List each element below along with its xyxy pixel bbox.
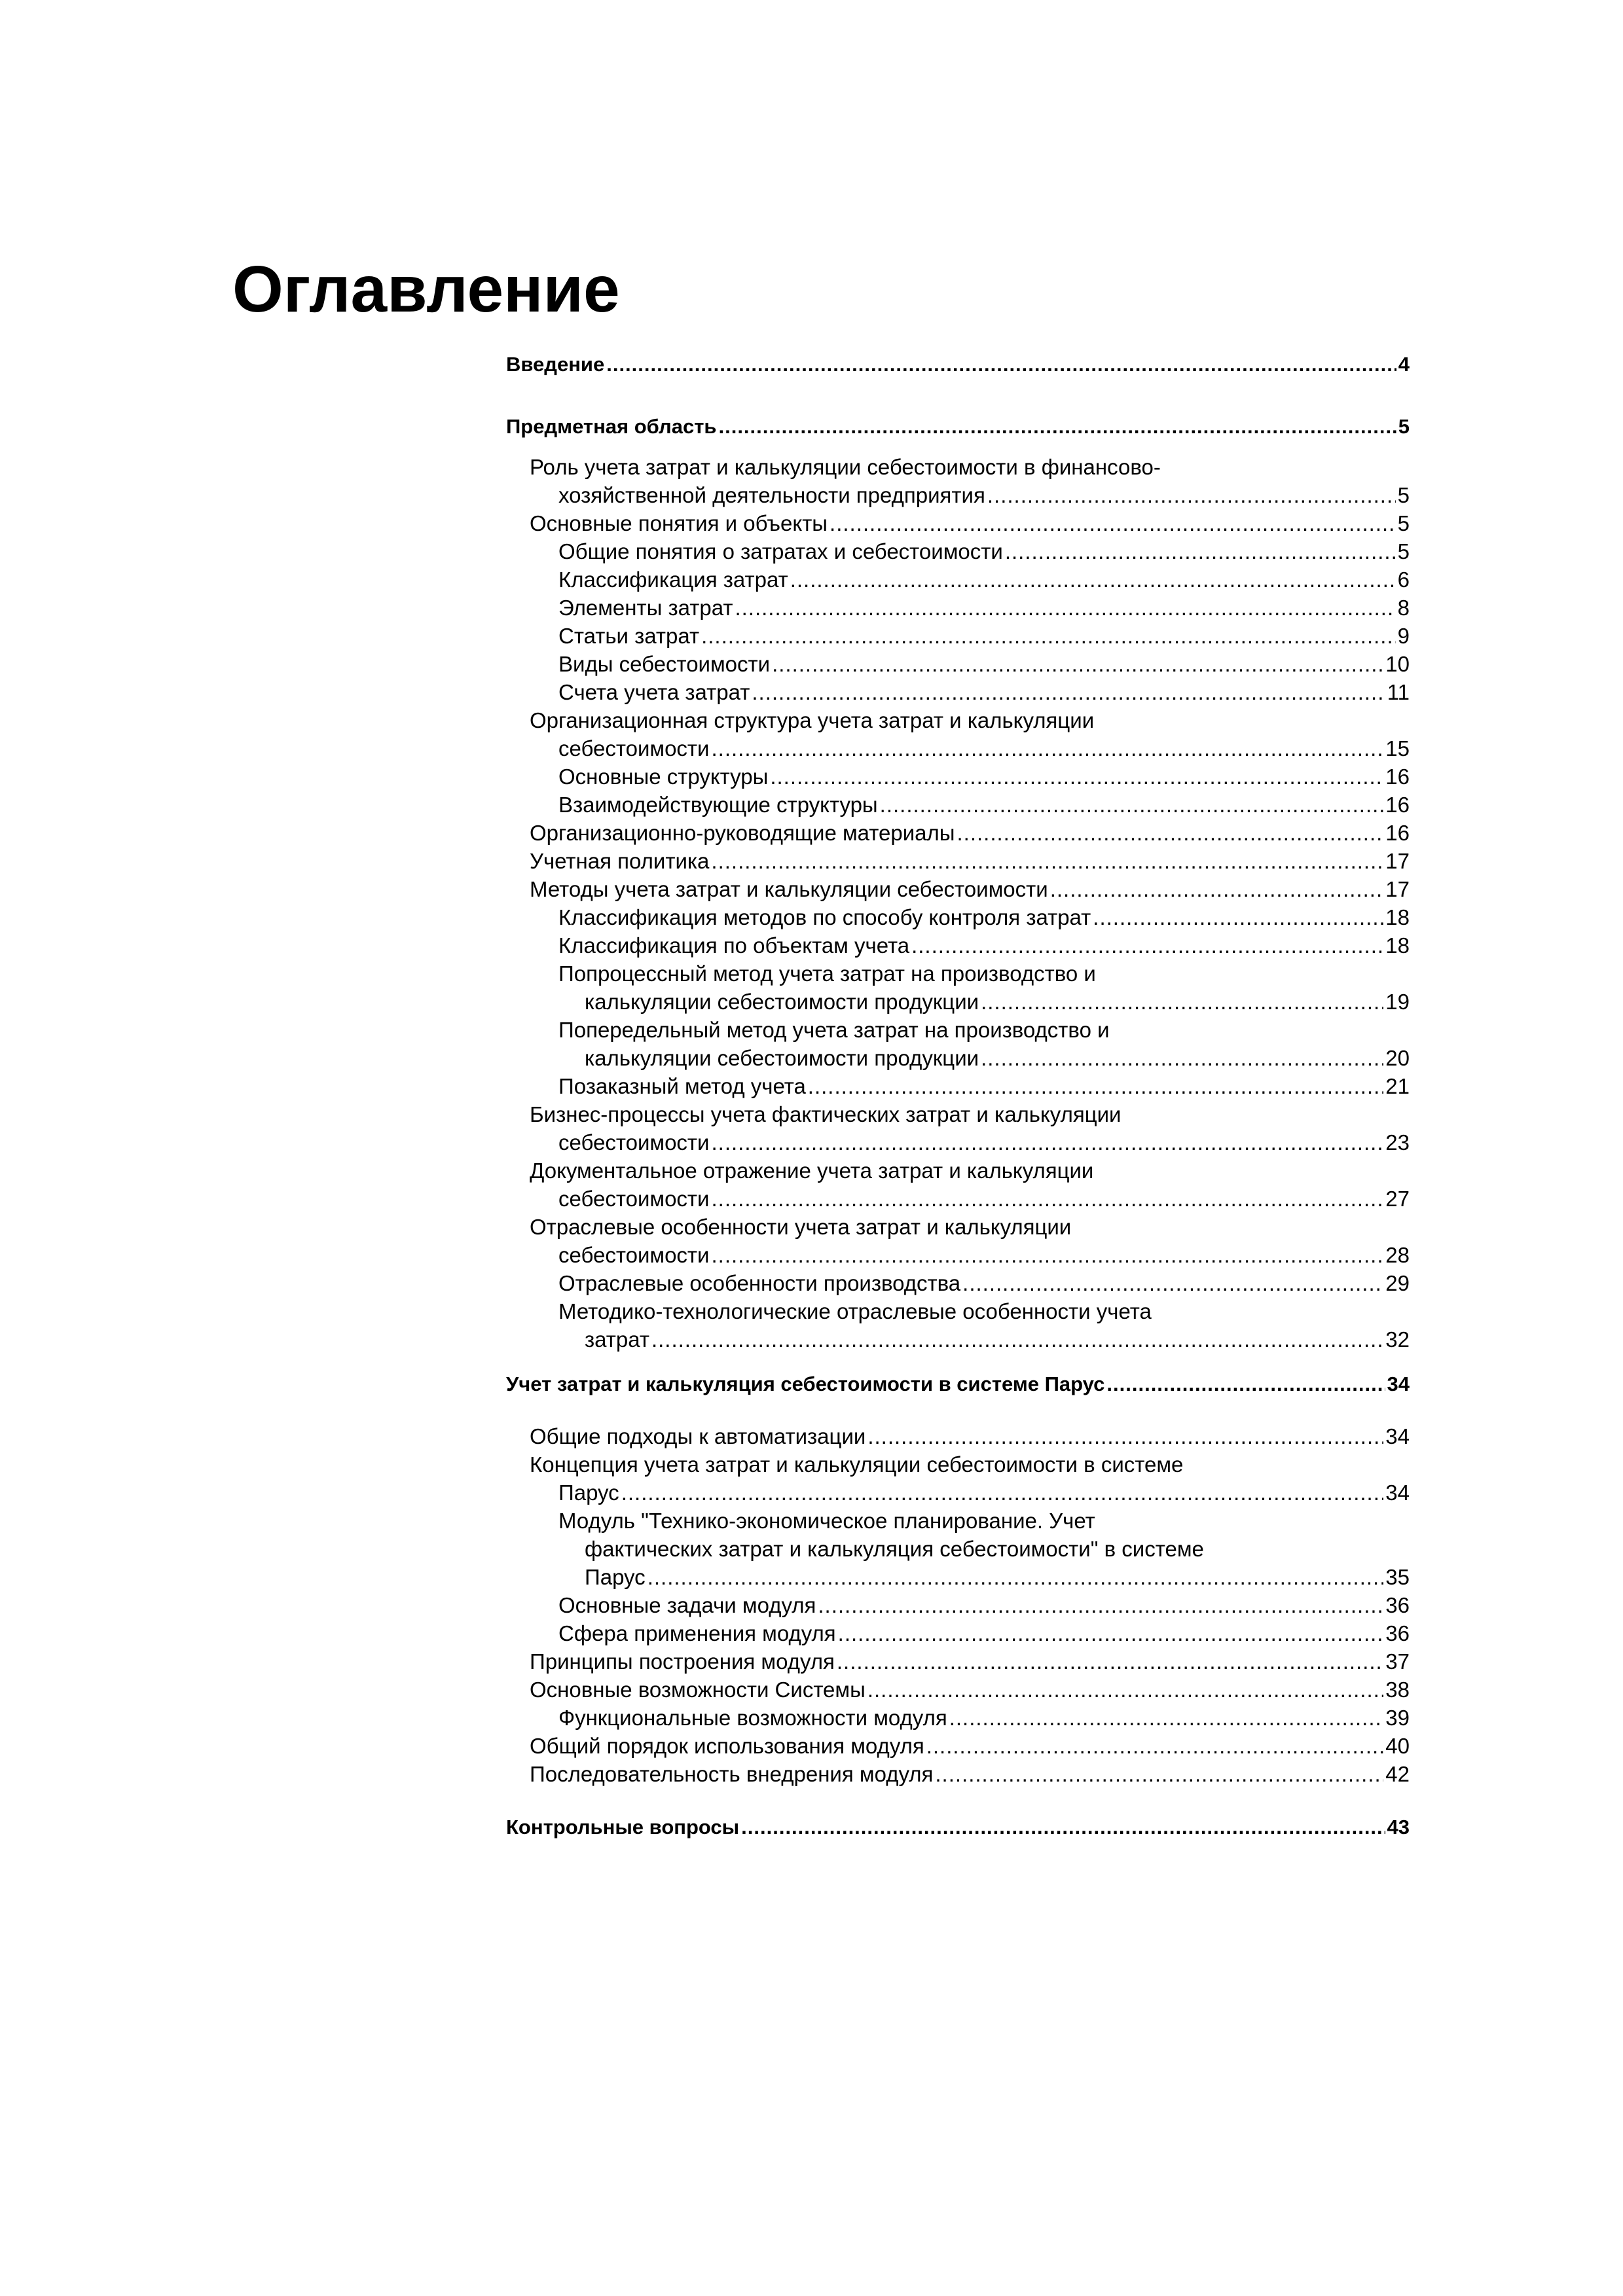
toc-dot-leader	[1005, 537, 1396, 565]
toc-entry[interactable]	[530, 1647, 1410, 1676]
toc-entry-text: Концепция учета затрат и калькуляции себестоимости в системе	[530, 1452, 1184, 1477]
toc-entry[interactable]	[558, 1704, 1410, 1732]
toc-dot-leader	[981, 988, 1383, 1016]
toc-dot-leader	[949, 1704, 1384, 1732]
toc-entry-line	[558, 960, 1410, 988]
toc-entry-line	[530, 481, 1410, 509]
toc-page-number: 34	[1385, 1424, 1410, 1448]
toc-entry-text: фактических затрат и калькуляция себестоимости" в системе	[585, 1537, 1204, 1561]
toc-entry-text: Попередельный метод учета затрат на производство и	[558, 1018, 1110, 1042]
toc-entry-text: Парус	[558, 1480, 619, 1505]
toc-dot-leader	[1106, 1370, 1385, 1398]
toc-dot-leader	[1050, 875, 1384, 903]
toc-dot-leader	[818, 1591, 1383, 1619]
toc-entry-line	[530, 819, 1410, 847]
toc-entry[interactable]	[558, 791, 1410, 819]
toc-entry[interactable]	[530, 1732, 1410, 1760]
toc-dot-leader	[711, 1241, 1383, 1269]
toc-dot-leader	[790, 565, 1396, 594]
toc-entry[interactable]	[558, 960, 1410, 1016]
toc-dot-leader	[711, 1185, 1383, 1213]
toc-entry-text: Организационная структура учета затрат и калькуляции	[530, 708, 1095, 732]
toc-entry-text: Документальное отражение учета затрат и калькуляции	[530, 1158, 1094, 1183]
toc-dot-leader	[962, 1269, 1383, 1297]
toc-entry-line	[530, 453, 1410, 481]
toc-entry-line	[558, 1044, 1410, 1072]
toc-entry-text: себестоимости	[558, 1243, 710, 1267]
toc-entry[interactable]	[530, 1213, 1410, 1269]
toc-entry-line	[530, 847, 1410, 875]
toc-entry-line	[558, 1269, 1410, 1297]
toc-entry-text: Классификация методов по способу контроля затрат	[558, 905, 1091, 929]
toc-entry-text: себестоимости	[558, 1187, 710, 1211]
toc-entry-text: Классификация затрат	[558, 567, 788, 592]
toc-entry-line	[530, 1760, 1410, 1788]
toc-entry-line	[530, 734, 1410, 762]
toc-dot-leader	[935, 1760, 1383, 1788]
toc-entry-text: Общие понятия о затратах и себестоимости	[558, 539, 1003, 564]
toc-entry-text: Учетная политика	[530, 849, 710, 873]
toc-entry-text: Основные задачи модуля	[558, 1593, 816, 1617]
toc-entry[interactable]	[506, 1370, 1410, 1398]
toc-entry-text: Функциональные возможности модуля	[558, 1706, 947, 1730]
toc-page-number: 17	[1385, 877, 1410, 901]
toc-entry[interactable]	[558, 650, 1410, 678]
toc-entry-line	[558, 650, 1410, 678]
toc-entry-text: Основные возможности Системы	[530, 1677, 866, 1702]
toc-entry[interactable]	[558, 1591, 1410, 1619]
toc-entry-text: Введение	[506, 353, 605, 376]
toc-page-number: 35	[1385, 1565, 1410, 1589]
toc-dot-leader	[606, 350, 1396, 378]
toc-page-number: 32	[1385, 1327, 1410, 1352]
toc-dot-leader	[957, 819, 1384, 847]
toc-entry-text: затрат	[585, 1327, 649, 1352]
toc-page-number: 38	[1385, 1677, 1410, 1702]
toc-entry-text: Общий порядок использования модуля	[530, 1734, 924, 1758]
toc-page-number: 18	[1385, 905, 1410, 929]
toc-entry-line	[558, 565, 1410, 594]
toc-entry[interactable]	[530, 1450, 1410, 1507]
toc-dot-leader	[837, 1647, 1383, 1676]
toc-page-number: 18	[1385, 933, 1410, 958]
toc-entry-line	[558, 1297, 1410, 1325]
toc-entry-line	[558, 1704, 1410, 1732]
toc-entry-line	[530, 1128, 1410, 1157]
toc-page-number: 5	[1398, 415, 1410, 438]
toc-entry-line	[530, 1732, 1410, 1760]
toc-page-number: 39	[1385, 1706, 1410, 1730]
toc-entry[interactable]	[530, 1157, 1410, 1213]
toc-dot-leader	[711, 734, 1383, 762]
toc-entry-line	[506, 350, 1410, 378]
toc-dot-leader	[718, 412, 1396, 440]
toc-page-number: 16	[1385, 764, 1410, 789]
toc-entry-text: Сфера применения модуля	[558, 1621, 836, 1645]
toc-entry-line	[530, 1100, 1410, 1128]
toc-entry-text: Классификация по объектам учета	[558, 933, 910, 958]
toc-entry[interactable]	[530, 706, 1410, 762]
toc-entry-text: Модуль "Технико-экономическое планирование. Учет	[558, 1509, 1095, 1533]
toc-page-number: 10	[1385, 652, 1410, 676]
toc-entry-line	[558, 678, 1410, 706]
toc-dot-leader	[770, 762, 1383, 791]
toc-entry-line	[530, 1241, 1410, 1269]
toc-entry-text: калькуляции себестоимости продукции	[585, 990, 979, 1014]
toc-page-number: 17	[1385, 849, 1410, 873]
toc-entry-line	[558, 1619, 1410, 1647]
toc-entry-line	[558, 931, 1410, 960]
toc-page-number: 37	[1385, 1649, 1410, 1674]
toc-entry-text: Методико-технологические отраслевые особенности учета	[558, 1299, 1152, 1323]
toc-entry-line	[530, 1676, 1410, 1704]
toc-entry[interactable]	[558, 1619, 1410, 1647]
toc-entry-line	[530, 1157, 1410, 1185]
toc-entry-text: Общие подходы к автоматизации	[530, 1424, 866, 1448]
toc-dot-leader	[880, 791, 1384, 819]
toc-entry-text: Статьи затрат	[558, 624, 700, 648]
toc-page-number: 5	[1397, 511, 1410, 535]
toc-entry[interactable]	[558, 565, 1410, 594]
toc-entry-text: Отраслевые особенности производства	[558, 1271, 961, 1295]
toc-entry-line	[506, 1813, 1410, 1841]
toc-page-number: 21	[1385, 1074, 1410, 1098]
toc-entry-line	[558, 537, 1410, 565]
toc-entry[interactable]	[530, 1760, 1410, 1788]
toc-page-number: 6	[1397, 567, 1410, 592]
toc-entry[interactable]	[558, 1297, 1410, 1354]
toc-entry-line	[558, 1591, 1410, 1619]
toc-dot-leader	[867, 1422, 1383, 1450]
toc-page-number: 4	[1398, 353, 1410, 376]
toc-entry-line	[506, 412, 1410, 440]
toc-entry-text: Методы учета затрат и калькуляции себестоимости	[530, 877, 1048, 901]
toc-entry[interactable]	[558, 762, 1410, 791]
toc-entry-line	[558, 1535, 1410, 1563]
toc-dot-leader	[711, 1128, 1383, 1157]
toc-page-number: 43	[1387, 1816, 1410, 1839]
toc-page-number: 19	[1385, 990, 1410, 1014]
toc-entry[interactable]	[558, 678, 1410, 706]
toc-dot-leader	[838, 1619, 1384, 1647]
toc-entry-line	[558, 1016, 1410, 1044]
toc-entry-text: Счета учета затрат	[558, 680, 750, 704]
toc-dot-leader	[926, 1732, 1384, 1760]
toc-entry-line	[558, 622, 1410, 650]
toc-entry-text: Виды себестоимости	[558, 652, 771, 676]
toc-dot-leader	[741, 1813, 1385, 1841]
toc-entry[interactable]	[530, 847, 1410, 875]
toc-page-number: 23	[1385, 1130, 1410, 1155]
toc-dot-leader	[830, 509, 1396, 537]
toc-entry-line	[530, 1213, 1410, 1241]
toc-entry-text: себестоимости	[558, 1130, 710, 1155]
toc-entry-line	[530, 509, 1410, 537]
toc-dot-leader	[647, 1563, 1384, 1591]
table-of-contents	[506, 0, 1410, 2296]
toc-entry-line	[558, 903, 1410, 931]
toc-page-number: 16	[1385, 821, 1410, 845]
toc-entry-text: Основные структуры	[558, 764, 769, 789]
toc-entry[interactable]	[558, 594, 1410, 622]
toc-dot-leader	[701, 622, 1396, 650]
toc-entry[interactable]	[558, 537, 1410, 565]
toc-entry-line	[558, 988, 1410, 1016]
toc-entry-line	[558, 762, 1410, 791]
toc-entry-text: Основные понятия и объекты	[530, 511, 828, 535]
toc-entry-line	[530, 1450, 1410, 1479]
toc-entry-text: Отраслевые особенности учета затрат и калькуляции	[530, 1215, 1072, 1239]
toc-page-number: 8	[1397, 596, 1410, 620]
toc-entry[interactable]	[558, 903, 1410, 931]
toc-entry-line	[558, 791, 1410, 819]
toc-entry-text: Позаказный метод учета	[558, 1074, 806, 1098]
toc-entry[interactable]	[530, 1676, 1410, 1704]
toc-entry-line	[558, 1325, 1410, 1354]
toc-entry[interactable]	[558, 1269, 1410, 1297]
toc-page-number: 11	[1387, 680, 1410, 704]
toc-entry-line	[530, 706, 1410, 734]
toc-entry[interactable]	[558, 622, 1410, 650]
toc-dot-leader	[621, 1479, 1384, 1507]
toc-dot-leader	[1093, 903, 1383, 931]
page-title: Оглавление	[232, 253, 620, 326]
toc-entry-text: Учет затрат и калькуляция себестоимости в системе Парус	[506, 1372, 1105, 1395]
toc-entry-text: калькуляции себестоимости продукции	[585, 1046, 979, 1070]
toc-dot-leader	[772, 650, 1383, 678]
toc-entry-text: Контрольные вопросы	[506, 1816, 740, 1839]
toc-page-number: 5	[1397, 539, 1410, 564]
toc-page-number: 29	[1385, 1271, 1410, 1295]
toc-dot-leader	[911, 931, 1383, 960]
toc-page-number: 16	[1385, 793, 1410, 817]
toc-entry[interactable]	[506, 350, 1410, 378]
toc-entry[interactable]	[530, 819, 1410, 847]
toc-entry-line	[530, 1422, 1410, 1450]
toc-entry-text: хозяйственной деятельности предприятия	[558, 483, 985, 507]
toc-page-number: 34	[1385, 1480, 1410, 1505]
toc-dot-leader	[752, 678, 1385, 706]
toc-dot-leader	[735, 594, 1395, 622]
toc-entry-text: Элементы затрат	[558, 596, 733, 620]
toc-entry-text: Принципы построения модуля	[530, 1649, 835, 1674]
toc-page-number: 34	[1387, 1372, 1410, 1395]
toc-entry-text: Предметная область	[506, 415, 717, 438]
toc-entry-line	[530, 1479, 1410, 1507]
toc-page-number: 36	[1385, 1621, 1410, 1645]
toc-page-number: 15	[1385, 736, 1410, 761]
toc-entry-text: Роль учета затрат и калькуляции себестоимости в финансово-	[530, 455, 1161, 479]
toc-entry-text: Последовательность внедрения модуля	[530, 1762, 934, 1786]
toc-dot-leader	[867, 1676, 1383, 1704]
toc-entry[interactable]	[558, 931, 1410, 960]
toc-page-number: 27	[1385, 1187, 1410, 1211]
toc-dot-leader	[711, 847, 1383, 875]
toc-dot-leader	[981, 1044, 1383, 1072]
toc-entry-text: Парус	[585, 1565, 646, 1589]
toc-entry-line	[558, 1072, 1410, 1100]
toc-entry-line	[558, 594, 1410, 622]
toc-entry[interactable]	[530, 453, 1410, 509]
toc-entry-line	[530, 1185, 1410, 1213]
toc-entry[interactable]	[530, 509, 1410, 537]
toc-entry[interactable]	[530, 1422, 1410, 1450]
toc-dot-leader	[651, 1325, 1383, 1354]
toc-entry-line	[506, 1370, 1410, 1398]
toc-page-number: 40	[1385, 1734, 1410, 1758]
toc-entry[interactable]	[530, 875, 1410, 903]
toc-dot-leader	[808, 1072, 1383, 1100]
toc-page-number: 5	[1397, 483, 1410, 507]
toc-entry-text: Организационно-руководящие материалы	[530, 821, 955, 845]
toc-entry-text: себестоимости	[558, 736, 710, 761]
toc-page-number: 42	[1385, 1762, 1410, 1786]
toc-entry[interactable]	[558, 1072, 1410, 1100]
toc-page-number: 20	[1385, 1046, 1410, 1070]
toc-entry-text: Взаимодействующие структуры	[558, 793, 878, 817]
toc-entry[interactable]	[558, 1016, 1410, 1072]
toc-entry[interactable]	[506, 412, 1410, 440]
toc-entry-line	[558, 1563, 1410, 1591]
toc-entry-line	[558, 1507, 1410, 1535]
toc-entry-line	[530, 1647, 1410, 1676]
toc-page-number: 28	[1385, 1243, 1410, 1267]
toc-page-number: 9	[1397, 624, 1410, 648]
toc-entry-text: Попроцессный метод учета затрат на производство и	[558, 961, 1096, 986]
toc-entry[interactable]	[558, 1507, 1410, 1591]
toc-entry[interactable]	[506, 1813, 1410, 1841]
toc-entry-text: Бизнес-процессы учета фактических затрат и калькуляции	[530, 1102, 1122, 1126]
toc-entry-line	[530, 875, 1410, 903]
toc-entry[interactable]	[530, 1100, 1410, 1157]
toc-page-number: 36	[1385, 1593, 1410, 1617]
toc-dot-leader	[987, 481, 1396, 509]
